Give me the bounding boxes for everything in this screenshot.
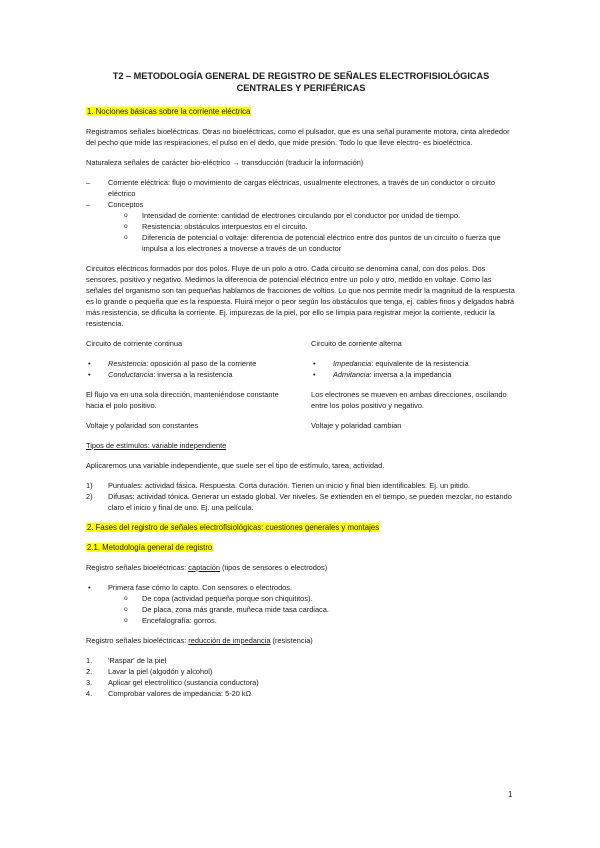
list-item <box>86 480 516 491</box>
continua-column <box>86 338 291 440</box>
naturaleza-paragraph: Naturaleza señales de carácter bio-eléctrico → transducción (traducir la información) <box>86 158 364 167</box>
reduccion-prefix: Registro señales bioeléctricas: <box>86 636 189 645</box>
continua-text: : inversa a la resistencia <box>153 370 233 379</box>
reduccion-suffix: (resistencia) <box>270 636 313 645</box>
list-item <box>86 582 516 626</box>
captacion-term: captación <box>188 563 220 572</box>
list-number: 1. <box>86 656 93 665</box>
list-number: 1) <box>86 481 93 490</box>
list-item <box>86 688 516 699</box>
captacion-bullet-text: Primera fase cómo lo capto. Con sensores o electrodos. <box>108 583 293 592</box>
list-text: Aplicar gel electrolítico (sustancia conductora) <box>108 678 259 687</box>
list-item <box>86 199 516 254</box>
list-text: Puntuales: actividad fásica. Respuesta. Corta duración. Tienen un inicio y final bien identificables. Ej. un pitido. <box>108 481 470 490</box>
corriente-text: : flujo o movimiento de cargas eléctricas, usualmente electrones, a través de un conductor o circuito eléctrico <box>108 178 495 198</box>
page-number: 1 <box>508 790 513 799</box>
list-text: Comprobar valores de impedancia: 5-20 kΩ <box>108 689 252 698</box>
corriente-term: Corriente eléctrica <box>108 178 168 187</box>
list-number: 4. <box>86 689 93 698</box>
section-1-heading-text: 1. Nociones básicas sobre la corriente eléctrica <box>87 107 251 116</box>
captacion-prefix: Registro señales bioeléctricas: <box>86 563 189 572</box>
list-text: 'Raspar' de la piel <box>108 656 167 665</box>
document-title: T2 – METODOLOGÍA GENERAL DE REGISTRO DE SEÑALES ELECTROFISIOLÓGICAS CENTRALES Y PERIFÉRICAS <box>112 71 490 93</box>
conceptos-sublist <box>108 210 516 254</box>
continua-term: Conductancia <box>108 370 154 379</box>
circuitos-paragraph: Circuitos eléctricos formados por dos polos. Fluye de un polo a otro. Cada circuito se denomina canal, con dos polos. Dos sensores, positivo y negativo. Medimos la diferencia de potencial eléctrico entre un polo y otro, medido en voltaje. Como las señales del organismo son tan pequeñas hablamos de fracciones de voltios. Lo que nos permite medir la magnitud de la respuesta es lo grande o pequeña que es la respuesta. Fluirá mejor o peor según los obstáculos que tenga, ej. cables finos y delgados habrá más resistencia, se dificulta la corriente. Ej. impurezas de la piel, por ello se limpia para registrar mejor la corriente, reducir la resistencia. <box>86 264 515 328</box>
alterna-voltaje: Voltaje y polaridad cambian <box>311 421 402 430</box>
estimulos-intro: Aplicaremos una variable independiente, que suele ser el tipo de estímulo, tarea, actividad. <box>86 461 385 470</box>
captacion-suffix: (tipos de sensores o electrodos) <box>219 563 328 572</box>
list-text: Lavar la piel (algodón y alcohol) <box>108 667 213 676</box>
corriente-list <box>86 177 516 254</box>
continua-flujo: El flujo va en una sola dirección, manteniéndose constante hacia el polo positivo. <box>86 390 279 410</box>
list-item <box>86 491 516 513</box>
continua-voltaje: Voltaje y polaridad son constantes <box>86 421 199 430</box>
list-text: Difusas: actividad tónica. Generar un estado global. Ver niveles. Se extienden en el tiempo, se pueden mezclar, no estando claro el inicio y final de uno. Ej. una película. <box>108 492 512 512</box>
list-item: o Intensidad de corriente: cantidad de electrones circulando por el conductor por unidad de tiempo. <box>122 210 516 221</box>
section-2-heading-text: 2. Fases del registro de señales electrofisiológicas: cuestiones generales y montajes <box>87 523 380 532</box>
list-number: 2) <box>86 492 93 501</box>
alterna-text: : inversa a la impedancia <box>369 370 452 379</box>
list-item <box>86 655 516 666</box>
list-number: 3. <box>86 678 93 687</box>
list-item <box>311 369 516 380</box>
list-item: o Resistencia: obstáculos interpuestos en el circuito. <box>122 221 516 232</box>
alterna-column <box>311 338 516 440</box>
estimulos-list <box>86 480 516 513</box>
list-item <box>86 177 516 199</box>
estimulos-heading: Tipos de estímulos: variable independiente <box>86 441 227 450</box>
pasos-list <box>86 655 516 699</box>
section-2-1-heading <box>86 542 516 553</box>
conceptos-term: Conceptos <box>108 200 144 209</box>
alterna-text: : equivalente de la resistencia <box>371 359 469 368</box>
reduccion-term: reducción de impedancia <box>188 636 271 645</box>
alterna-term: Admitancia <box>333 370 370 379</box>
list-item <box>311 358 516 369</box>
continua-heading: Circuito de corriente continua <box>86 339 183 348</box>
list-item: o De copa (actividad pequeña porque son chiquititos). <box>122 593 516 604</box>
electrodos-sublist <box>108 593 516 626</box>
section-1-heading <box>86 106 516 117</box>
continua-term: Resistencia <box>108 359 147 368</box>
list-item <box>86 666 516 677</box>
circuit-columns <box>86 338 516 440</box>
list-number: 2. <box>86 667 93 676</box>
continua-list <box>86 358 291 380</box>
section-2-1-heading-text: 2.1. Metodología general de registro <box>87 543 213 552</box>
list-item <box>86 358 291 369</box>
list-item: o Diferencia de potencial o voltaje: diferencia de potencial eléctrico entre dos puntos de un circuito o fuerza que impulsa a los electrones a moverse a través de un conductor <box>122 232 516 254</box>
alterna-list <box>311 358 516 380</box>
list-item: o De placa, zona más grande, muñeca mide tasa cardiaca. <box>122 604 516 615</box>
list-item: o Encefalografía: gorros. <box>122 615 516 626</box>
list-item <box>86 677 516 688</box>
alterna-term: Impedancia <box>333 359 372 368</box>
intro-paragraph: Registramos señales bioeléctricas. Otras no bioeléctricas, como el pulsador, que es una señal puramente motora, cinta alrededor del pecho que mide las respiraciones, el pulso en el dedo, que mide presión. Todo lo que lleve electro- es bioeléctrica. <box>86 127 510 147</box>
continua-text: : oposición al paso de la corriente <box>146 359 257 368</box>
document-page <box>86 70 516 708</box>
alterna-heading: Circuito de corriente alterna <box>311 339 402 348</box>
list-item <box>86 369 291 380</box>
alterna-flujo: Los electrones se mueven en ambas direcciones, oscilando entre los polos positivo y negativo. <box>311 390 507 410</box>
reduccion-line <box>86 635 516 646</box>
captacion-list <box>86 582 516 626</box>
captacion-line <box>86 562 516 573</box>
section-2-heading <box>86 522 516 533</box>
